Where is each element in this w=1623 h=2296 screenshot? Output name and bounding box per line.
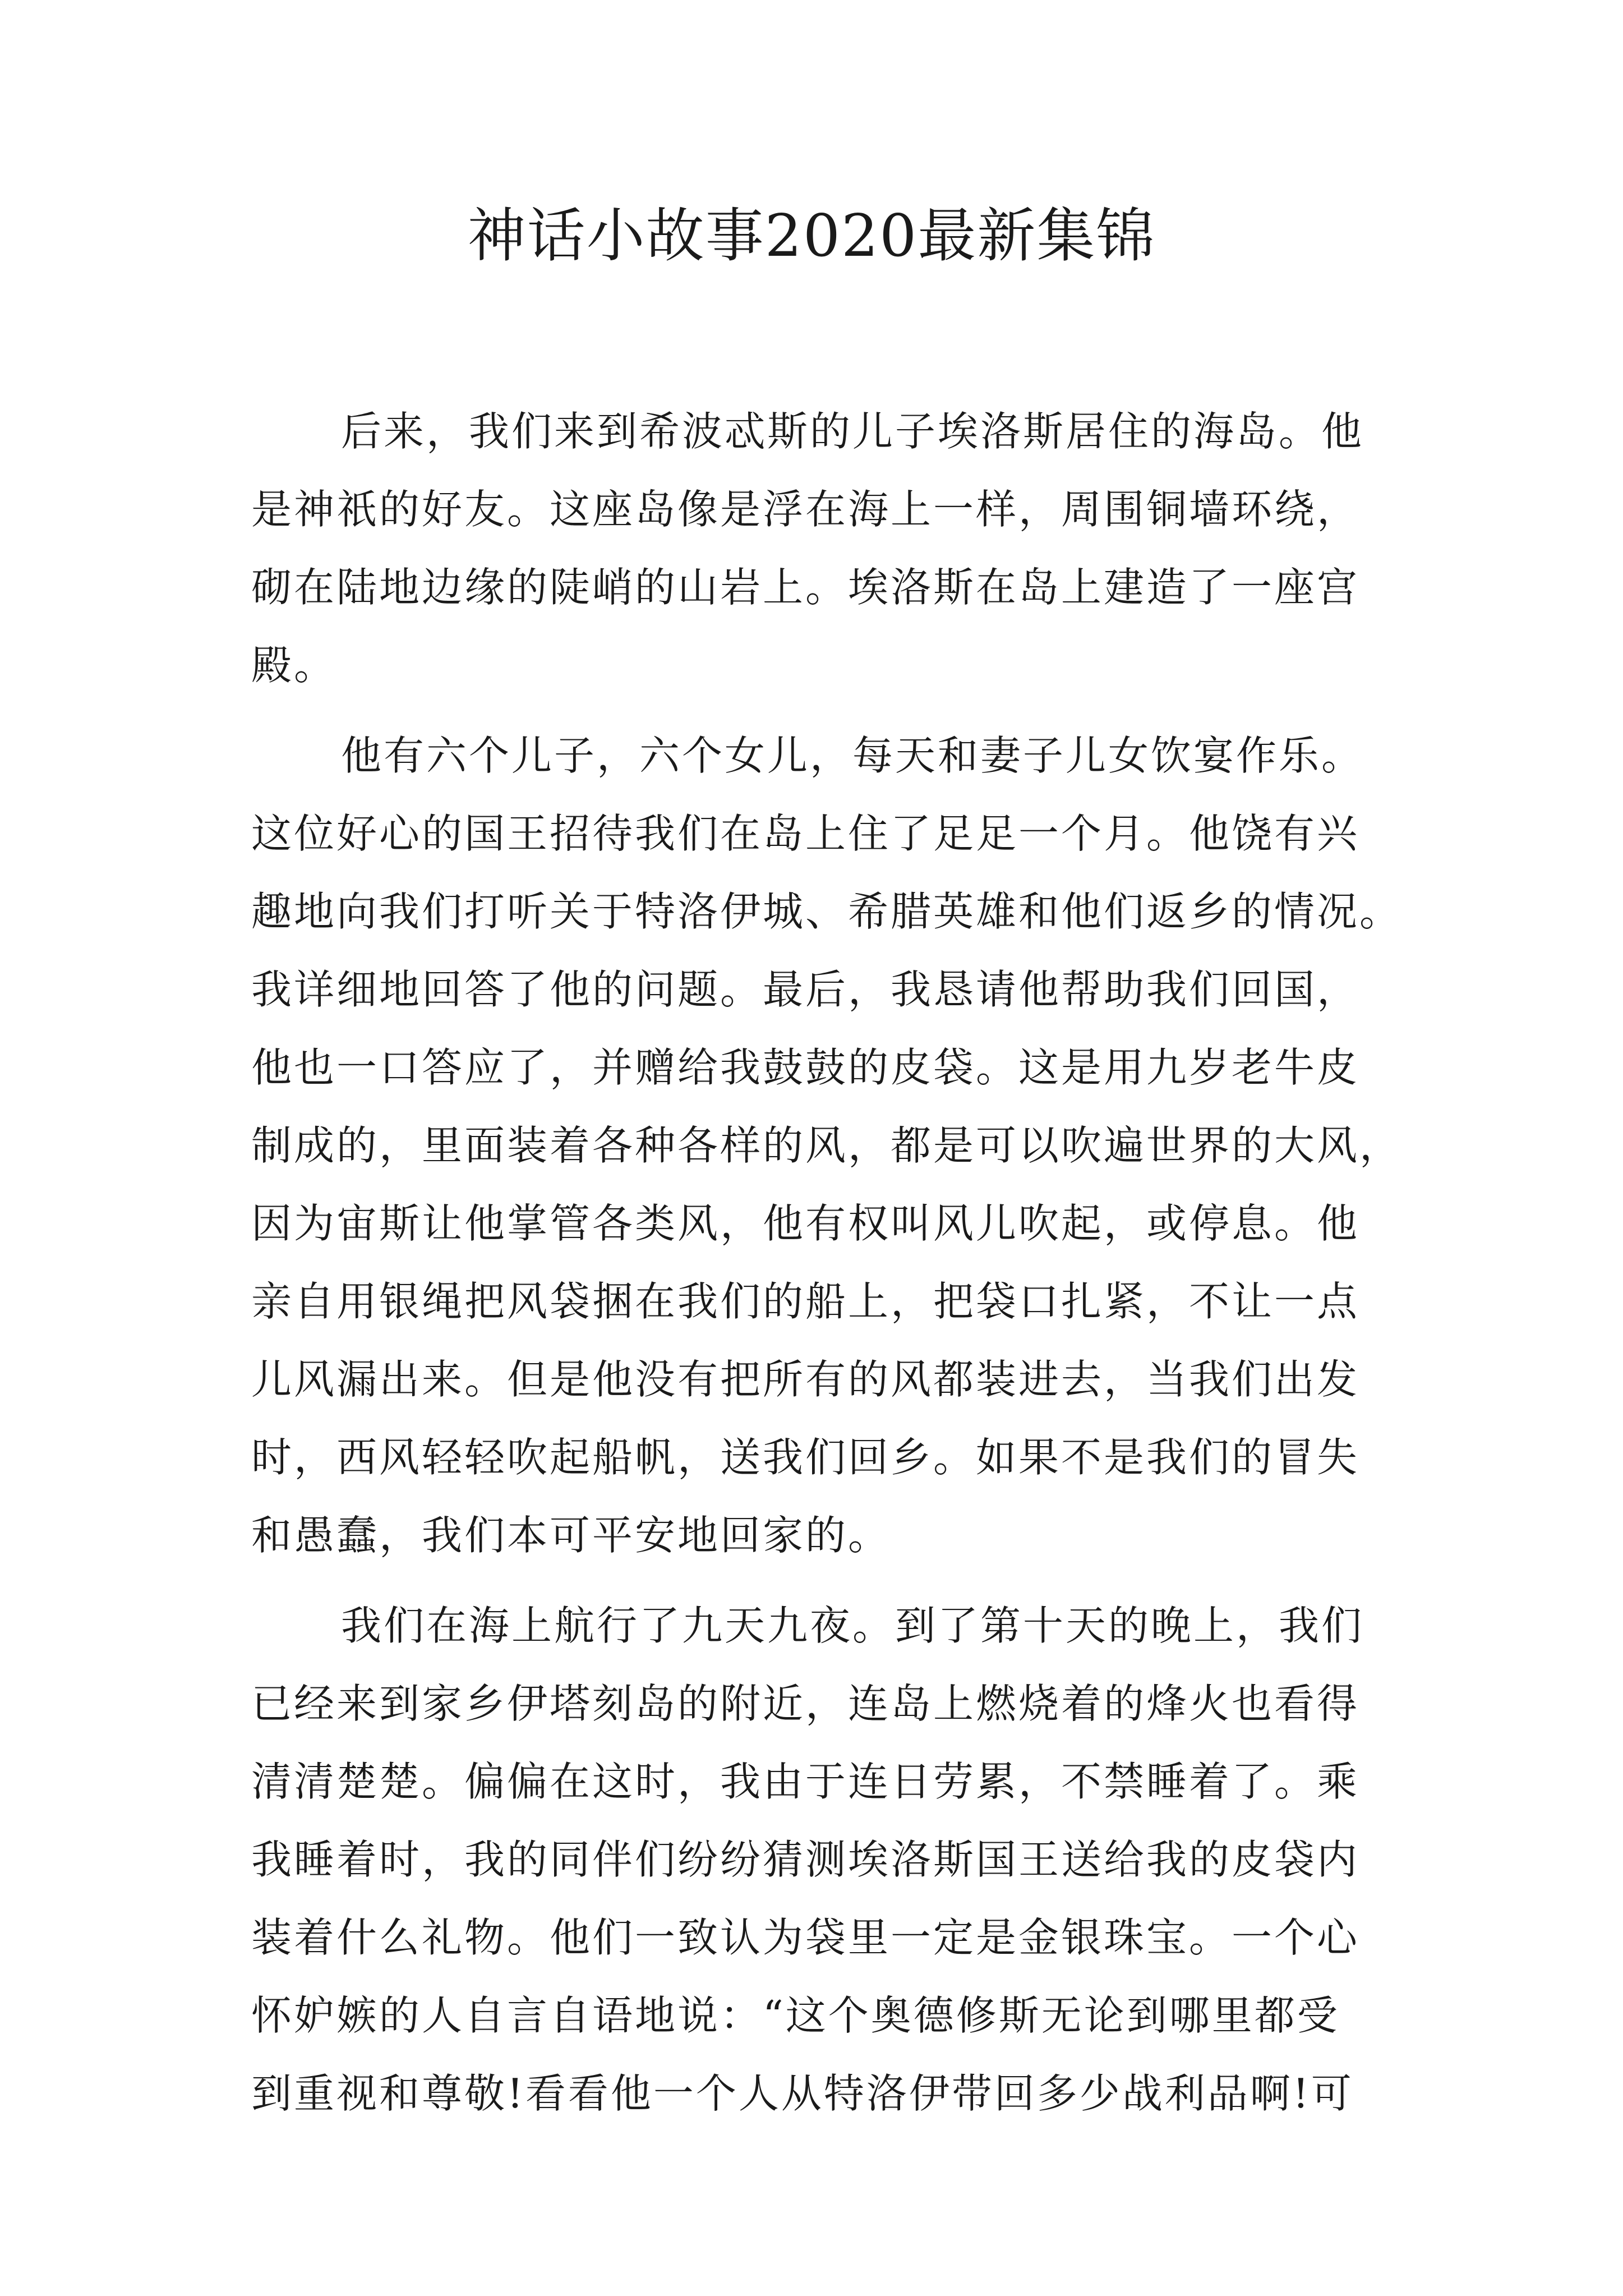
document-body [251, 393, 1403, 2133]
text-line: 制成的，里面装着各种各样的风，都是可以吹遍世界的大风， [251, 1122, 1403, 1169]
text-line: 时，西风轻轻吹起船帆，送我们回乡。如果不是我们的冒失 [251, 1434, 1360, 1481]
text-line: 他有六个儿子，六个女儿，每天和妻子儿女饮宴作乐。 [341, 732, 1364, 779]
text-line: 我详细地回答了他的问题。最后，我恳请他帮助我们回国， [251, 966, 1360, 1013]
text-line: 我睡着时，我的同伴们纷纷猜测埃洛斯国王送给我的皮袋内 [251, 1836, 1360, 1883]
text-line: 殿。 [251, 642, 337, 689]
document-title: 神话小故事2020最新集锦 [467, 201, 1156, 270]
text-line: 怀妒嫉的人自言自语地说：“这个奥德修斯无论到哪里都受 [251, 1992, 1340, 2039]
paragraph-1 [251, 393, 1384, 705]
text-line: 趣地向我们打听关于特洛伊城、希腊英雄和他们返乡的情况。 [251, 888, 1403, 935]
text-line: 到重视和尊敬!看看他一个人从特洛伊带回多少战利品啊!可 [251, 2070, 1354, 2117]
text-line: 因为宙斯让他掌管各类风，他有权叫风儿吹起，或停息。他 [251, 1200, 1360, 1247]
paragraph-spacer [251, 705, 1384, 717]
paragraph-spacer [251, 1575, 1384, 1587]
text-line: 儿风漏出来。但是他没有把所有的风都装进去，当我们出发 [251, 1356, 1360, 1403]
text-line: 装着什么礼物。他们一致认为袋里一定是金银珠宝。一个心 [251, 1914, 1360, 1961]
text-line: 这位好心的国王招待我们在岛上住了足足一个月。他饶有兴 [251, 810, 1360, 857]
text-line: 我们在海上航行了九天九夜。到了第十天的晚上，我们 [341, 1602, 1364, 1649]
text-line: 已经来到家乡伊塔刻岛的附近，连岛上燃烧着的烽火也看得 [251, 1680, 1360, 1727]
text-line: 后来，我们来到希波忒斯的儿子埃洛斯居住的海岛。他 [341, 408, 1364, 455]
text-line: 他也一口答应了，并赠给我鼓鼓的皮袋。这是用九岁老牛皮 [251, 1044, 1360, 1091]
text-line: 砌在陆地边缘的陡峭的山岩上。埃洛斯在岛上建造了一座宫 [251, 564, 1360, 611]
paragraph-3 [251, 1587, 1384, 2133]
paragraph-2 [251, 717, 1403, 1575]
text-line: 亲自用银绳把风袋捆在我们的船上，把袋口扎紧，不让一点 [251, 1278, 1360, 1325]
text-line: 和愚蠢，我们本可平安地回家的。 [251, 1512, 891, 1559]
text-line: 清清楚楚。偏偏在这时，我由于连日劳累，不禁睡着了。乘 [251, 1758, 1360, 1805]
text-line: 是神祇的好友。这座岛像是浮在海上一样，周围铜墙环绕， [251, 486, 1360, 533]
